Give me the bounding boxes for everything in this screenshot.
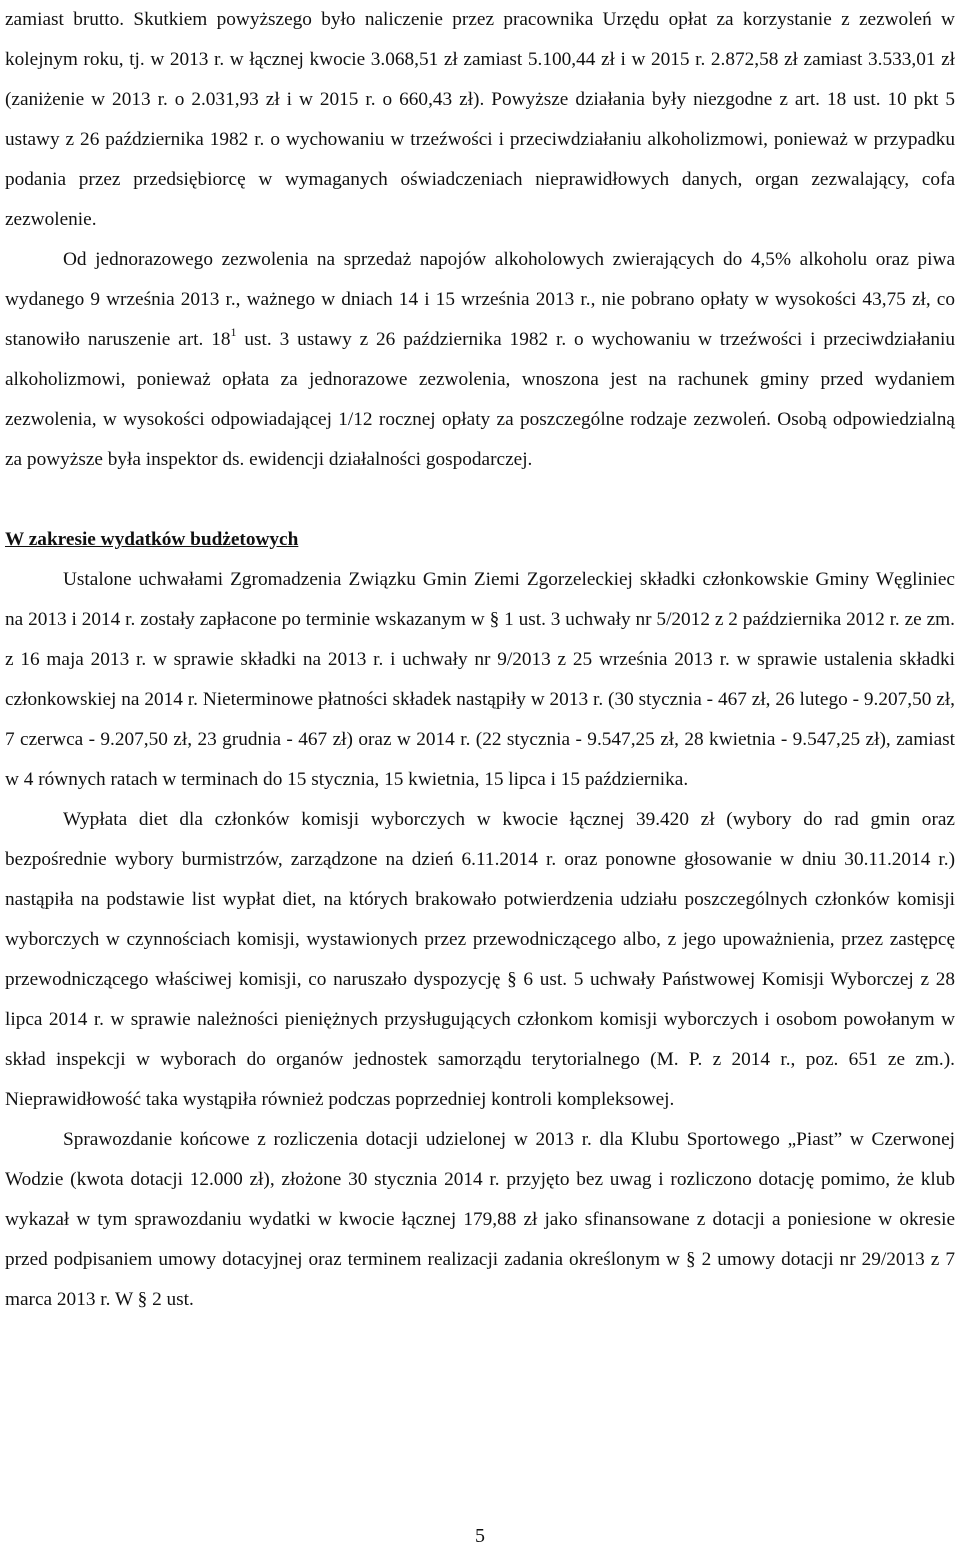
paragraph-text-part: ust. 3 ustawy z 26 października 1982 r. o wychowaniu w trzeźwości i przeciwdziałaniu alkoholizmowi, ponieważ opłata za jednorazowe zezwolenia, wnoszona jest na rachunek gminy przed wydaniem zezwolenia, w wysokości odpowiadającej 1/12 rocznej opłaty za poszczególne rodzaje zezwoleń. Osobą odpowiedzialną za powyższe była inspektor ds. ewidencji działalności gospodarczej. <box>5 329 956 470</box>
superscript-marker: 1 <box>230 324 237 339</box>
paragraph-election-allowances: Wypłata diet dla członków komisji wyborczych w kwocie łącznej 39.420 zł (wybory do rad gmin oraz bezpośrednie wybory burmistrzów, zarządzone na dzień 6.11.2014 r. oraz ponowne głosowanie w dniu 30.11.2014 r.) nastąpiła na podstawie list wypłat diet, na których brakowało potwierdzenia udziału poszczególnych członków komisji wyborczych w czynnościach komisji, wystawionych przez przewodniczącego albo, z jego upoważnienia, przez zastępcę przewodniczącego właściwej komisji, co naruszało dyspozycję § 6 ust. 5 uchwały Państwowej Komisji Wyborczej z 28 lipca 2014 r. w sprawie należności pieniężnych przysługujących członkom komisji wyborczych i osobom powołanym w skład inspekcji w wyborach do organów jednostek samorządu terytorialnego (M. P. z 2014 r., poz. 651 ze zm.). Nieprawidłowość taka wystąpiła również podczas poprzedniej kontroli kompleksowej. <box>5 809 955 1110</box>
paragraph-one-time-permit <box>5 240 955 480</box>
paragraph-text-part: Od jednorazowego zezwolenia na sprzedaż napojów alkoholowych zwierających do 4,5% alkoholu oraz piwa wydanego 9 września 2013 r., ważnego w dniach 14 i 15 września 2013 r., nie pobrano opłaty w wysokości 43,75 zł, co stanowiło naruszenie art. 18 <box>5 249 955 350</box>
paragraph-membership-fees: Ustalone uchwałami Zgromadzenia Związku Gmin Ziemi Zgorzeleckiej składki członkowskie Gminy Węgliniec na 2013 i 2014 r. zostały zapłacone po terminie wskazanym w § 1 ust. 3 uchwały nr 5/2012 z 2 października 2012 r. ze zm. z 16 maja 2013 r. w sprawie składki na 2013 r. i uchwały nr 9/2013 z 25 września 2013 r. w sprawie ustalenia składki członkowskiej na 2014 r. Nieterminowe płatności składek nastąpiły w 2013 r. (30 stycznia - 467 zł, 26 lutego - 9.207,50 zł, 7 czerwca - 9.207,50 zł, 23 grudnia - 467 zł) oraz w 2014 r. (22 stycznia - 9.547,25 zł, 28 kwietnia - 9.547,25 zł), zamiast w 4 równych ratach w terminach do 15 stycznia, 15 kwietnia, 15 lipca i 15 października. <box>5 569 955 790</box>
paragraph-opening: zamiast brutto. Skutkiem powyższego było naliczenie przez pracownika Urzędu opłat za korzystanie z zezwoleń w kolejnym roku, tj. w 2013 r. w łącznej kwocie 3.068,51 zł zamiast 5.100,44 zł i w 2015 r. 2.872,58 zł zamiast 3.533,01 zł (zaniżenie w 2013 r. o 2.031,93 zł i w 2015 r. o 660,43 zł). Powyższe działania były niezgodne z art. 18 ust. 10 pkt 5 ustawy z 26 października 1982 r. o wychowaniu w trzeźwości i przeciwdziałaniu alkoholizmowi, ponieważ w przypadku podania przez przedsiębiorcę w wymaganych oświadczeniach nieprawidłowych danych, organ zezwalający, cofa zezwolenie. <box>5 9 955 230</box>
paragraph-grant-report: Sprawozdanie końcowe z rozliczenia dotacji udzielonej w 2013 r. dla Klubu Sportowego „Piast” w Czerwonej Wodzie (kwota dotacji 12.000 zł), złożone 30 stycznia 2014 r. przyjęto bez uwag i rozliczono dotację pomimo, że klub wykazał w tym sprawozdaniu wydatki w kwocie łącznej 179,88 zł jako sfinansowane z dotacji a poniesione w okresie przed podpisaniem umowy dotacyjnej oraz terminem realizacji zadania określonym w § 2 umowy dotacji nr 29/2013 z 7 marca 2013 r. W § 2 ust. <box>5 1129 955 1310</box>
section-heading: W zakresie wydatków budżetowych <box>5 529 299 550</box>
document-body <box>5 0 955 1320</box>
page-number: 5 <box>475 1525 485 1547</box>
